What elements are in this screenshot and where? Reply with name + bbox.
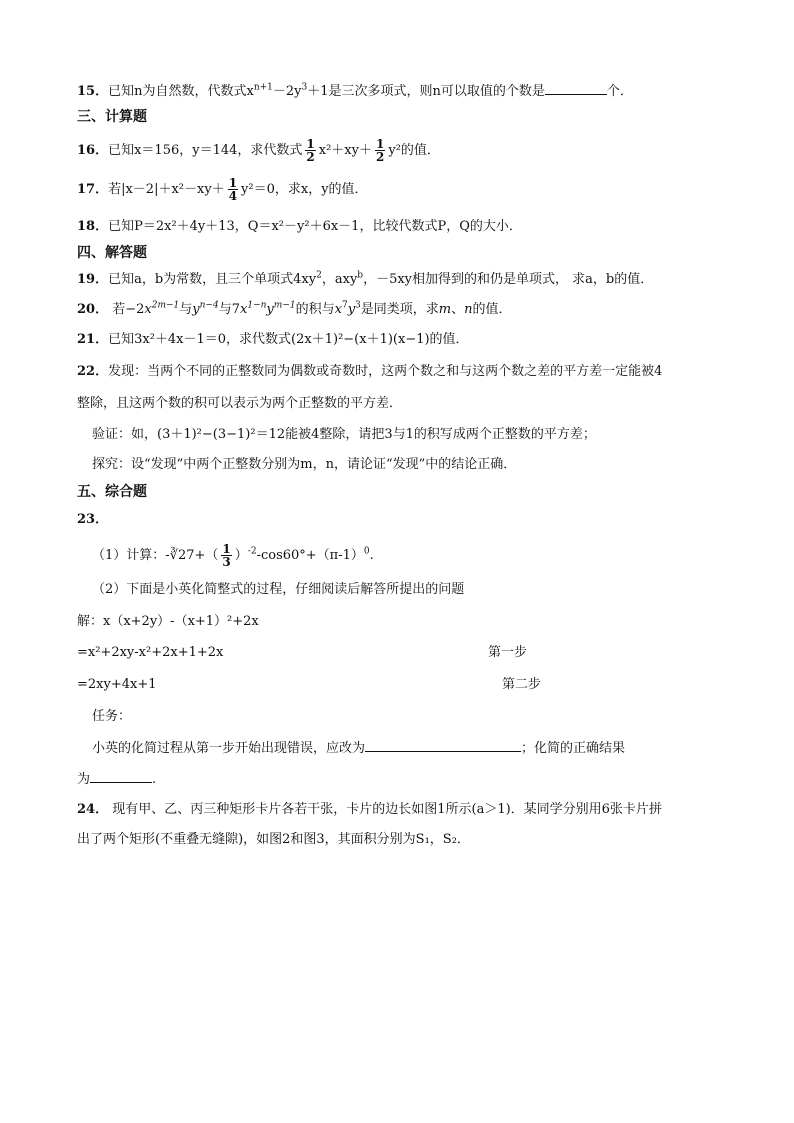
answer-blank[interactable] (365, 737, 521, 752)
question-text: 若−2 (108, 302, 145, 317)
question-text: 的值． (472, 302, 512, 317)
variable: x (144, 302, 152, 317)
question-number: 20． (77, 302, 109, 317)
question-text: +（ (194, 548, 219, 563)
question-number: 19． (77, 272, 109, 287)
question-number: 22． (77, 364, 109, 379)
question-number: 16． (77, 143, 109, 158)
section-heading-5: 五、综合题 (77, 484, 147, 500)
exponent: n+1 (253, 82, 273, 93)
question-18 (77, 217, 522, 237)
question-24-line-2: 出了两个矩形(不重叠无缝隙)，如图2和图3，其面积分别为S₁，S₂． (77, 832, 470, 847)
question-number: 18． (77, 219, 109, 234)
exponent: 3 (355, 300, 361, 311)
exponent: 2m−1 (151, 300, 180, 311)
question-text: 已知3x²＋4x－1＝0，求代数式(2x＋1)²−(x＋1)(x−1)的值． (108, 332, 469, 347)
variable: y (192, 302, 200, 317)
question-text: y²的值． (388, 143, 440, 158)
task-answer (77, 768, 156, 790)
solution-step-2: =2xy+4x+1 (77, 677, 157, 692)
question-text: 与 (179, 302, 193, 317)
section-heading-4: 四、解答题 (77, 245, 147, 261)
question-15 (77, 80, 633, 102)
question-text: ，－5xy相加得到的和仍是单项式， 求a，b的值． (363, 272, 654, 287)
exponent: n−4 (199, 300, 219, 311)
question-text: -cos60°+（π-1） (256, 548, 364, 563)
question-text: ；化简的正确结果 (521, 741, 626, 756)
exponent: -2 (247, 546, 257, 557)
question-number: 24． (77, 802, 109, 817)
numerator: 1 (306, 137, 315, 151)
question-text: 已知a，b为常数，且三个单项式4xy (108, 272, 317, 287)
question-17 (77, 177, 368, 202)
question-number: 21． (77, 332, 109, 347)
exponent: 2 (316, 270, 322, 281)
task-label: 任务： (92, 709, 132, 724)
question-text: －2y (272, 84, 302, 99)
question-text: 与7 (218, 302, 240, 317)
question-text: 小英的化简过程从第一步开始出现错误，应改为 (92, 741, 366, 756)
numerator: 1 (222, 542, 231, 556)
question-23-part-2: （2）下面是小英化简整式的过程，仔细阅读后解答所提出的问题 (92, 582, 465, 597)
question-20 (77, 300, 512, 320)
denominator: 2 (376, 150, 385, 164)
denominator: 3 (222, 555, 231, 569)
question-text: . (152, 772, 157, 787)
question-text: 已知x＝156，y＝144，求代数式 (108, 143, 303, 158)
variable: n (464, 302, 473, 317)
question-text: 的积与 (295, 302, 335, 317)
cube-root: ∛27 (169, 548, 195, 563)
question-text: 现有甲、乙、丙三种矩形卡片各若干张，卡片的边长如图1所示(a＞1)．某同学分别用6张卡片拼 (108, 802, 662, 817)
question-24-line-1 (77, 800, 662, 820)
fraction (305, 138, 315, 163)
question-number: 23． (77, 512, 109, 527)
question-22-verify: 验证：如，(3＋1)²−(3−1)²＝12能被4整除，请把3与1的积写成两个正整数的平方差； (92, 427, 596, 442)
denominator: 2 (306, 150, 315, 164)
question-22-line-1 (77, 362, 662, 382)
question-text: 个． (606, 84, 633, 99)
question-text: . (369, 548, 374, 563)
step-1-label: 第一步 (488, 645, 528, 660)
variable: y (266, 302, 274, 317)
question-text: y²＝0，求x，y的值． (241, 182, 368, 197)
solution-step-1: =x²+2xy-x²+2x+1+2x (77, 645, 224, 660)
question-text: 已知n为自然数，代数式x (108, 84, 254, 99)
numerator: 1 (376, 137, 385, 151)
question-21 (77, 330, 469, 350)
answer-blank[interactable] (90, 768, 152, 783)
exponent: 1−n (247, 300, 267, 311)
exponent: m−1 (273, 300, 296, 311)
question-number: 17． (77, 182, 109, 197)
exponent: 7 (341, 300, 348, 311)
fraction (228, 177, 238, 202)
question-23-part-1 (92, 543, 374, 568)
variable: x (334, 302, 342, 317)
exponent: b (357, 270, 364, 281)
task-question (92, 737, 625, 759)
question-number: 15． (77, 84, 109, 99)
question-text: 发现：当两个不同的正整数同为偶数或奇数时，这两个数之和与这两个数之差的平方差一定能被4 (108, 364, 663, 379)
question-16 (77, 138, 440, 163)
exponent: 0 (363, 546, 370, 557)
question-text: 为 (77, 772, 91, 787)
question-text: x²＋xy＋ (318, 143, 372, 158)
question-text: 是同类项，求 (360, 302, 439, 317)
numerator: 1 (228, 176, 238, 190)
question-text: 若|x－2|＋x²－xy＋ (108, 182, 225, 197)
question-23-number (77, 510, 108, 530)
question-text: ） (234, 548, 248, 563)
question-text: （1）计算：- (92, 548, 170, 563)
question-19 (77, 270, 653, 290)
answer-blank[interactable] (545, 80, 607, 95)
solution-line: 解：x（x+2y）-（x+1）²+2x (77, 614, 259, 629)
fraction (375, 138, 385, 163)
variable: y (347, 302, 356, 317)
question-text: ＋1是三次多项式，则n可以取值的个数是 (307, 84, 545, 99)
denominator: 4 (228, 189, 238, 203)
exponent: 3 (301, 82, 308, 93)
question-22-line-2: 整除，且这两个数的积可以表示为两个正整数的平方差． (77, 396, 403, 411)
question-text: 已知P＝2x²＋4y＋13，Q＝x²－y²＋6x－1，比较代数式P，Q的大小． (108, 219, 522, 234)
question-22-explore: 探究：设“发现”中两个正整数分别为m，n，请论证“发现”中的结论正确． (92, 457, 517, 472)
variable: x (240, 302, 248, 317)
question-text: 、 (451, 302, 465, 317)
fraction (221, 543, 231, 568)
step-2-label: 第二步 (502, 677, 542, 692)
section-heading-3: 三、计算题 (77, 109, 147, 125)
question-text: ，axy (321, 272, 358, 287)
variable: m (438, 302, 452, 317)
